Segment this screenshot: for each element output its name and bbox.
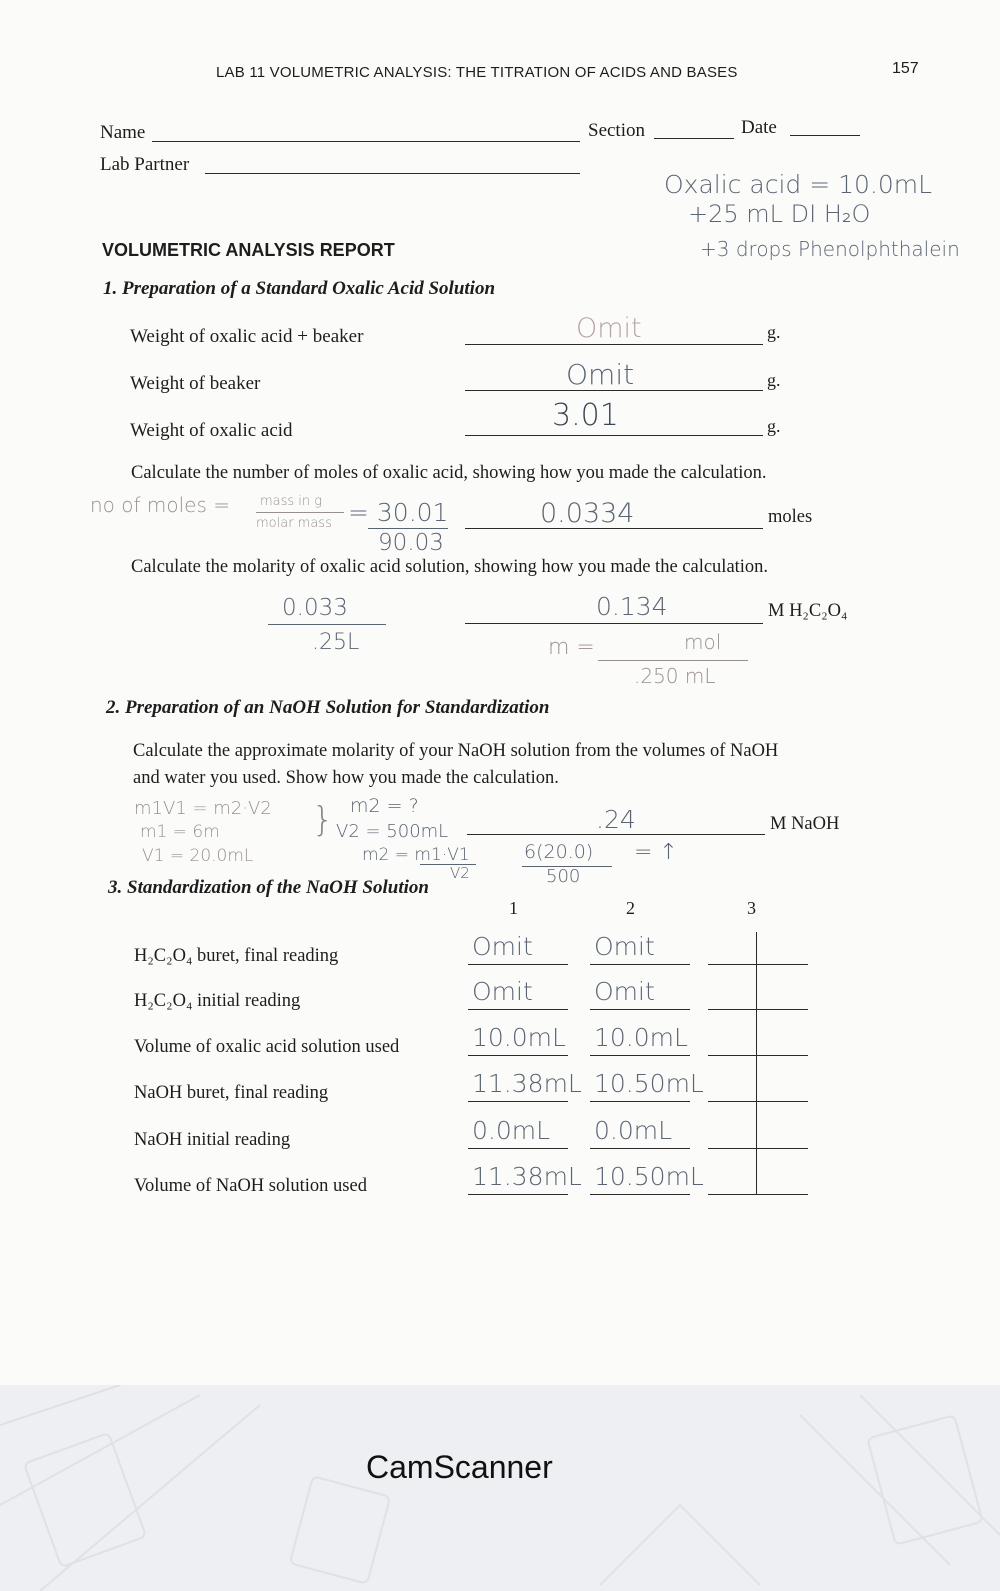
s3-row-label: Volume of oxalic acid solution used [134,1037,400,1057]
s1-row3-line [465,435,763,436]
report-title: VOLUMETRIC ANALYSIS REPORT [102,240,395,260]
naoh-molarity-line [467,834,765,835]
s3-cell-line [708,1194,808,1195]
s3-cell-line [708,1101,808,1102]
s2-work-6: m2 = m1·V1 [362,845,470,865]
col-header-1: 1 [509,898,518,918]
molarity-formula-den: .250 mL [634,664,716,688]
moles-work-bar [256,512,344,513]
s1-row2-unit: g. [767,370,781,390]
partner-label: Lab Partner [100,154,190,175]
s3-cell-line [708,1055,808,1056]
moles-work-den: 90.03 [378,530,444,556]
s3-cell-line [590,1101,690,1102]
name-field[interactable] [152,141,580,142]
page-number: 157 [892,60,919,77]
section2-title: 2. Preparation of an NaOH Solution for Standardization [106,697,550,718]
s3-cell-line [590,964,690,965]
s3-row-label: H₂C₂O₄ initial reading [134,991,301,1011]
s3-cell-line [468,1194,568,1195]
note-line-2: +25 mL DI H₂O [688,200,871,228]
s3-row-label: NaOH initial reading [134,1130,291,1150]
partner-field[interactable] [205,173,580,174]
molarity-prompt: Calculate the molarity of oxalic acid solution, showing how you made the calculation. [131,557,769,577]
note-line-3: +3 drops Phenolphthalein [700,237,960,261]
s2-brace: } [312,800,334,840]
s3-cell-line [468,1009,568,1010]
s3-cell-2: 10.50mL [594,1069,704,1098]
s3-cell-1: Omit [472,977,533,1006]
molarity-formula-m: m = [548,635,595,660]
s3-row-label: H₂C₂O₄ buret, final reading [134,946,339,966]
moles-unit: moles [768,507,813,527]
footer-watermark-icon [0,1385,1000,1591]
s3-cell-2: Omit [594,977,655,1006]
s1-row2-line [465,390,763,391]
section-field[interactable] [654,138,734,139]
s2-work-1: m1V1 = m2·V2 [134,798,272,819]
lab-header: LAB 11 VOLUMETRIC ANALYSIS: THE TITRATION OF ACIDS AND BASES [216,64,738,81]
s3-row-label: Volume of NaOH solution used [134,1176,367,1196]
moles-line [465,528,763,529]
s2-work-3: V1 = 20.0mL [142,846,254,866]
section-label: Section [588,120,645,141]
s3-cell-1: Omit [472,932,533,961]
molarity-formula-bar [598,660,748,661]
s1-row3-value: 3.01 [552,398,619,433]
col-header-2: 2 [626,898,635,918]
molarity-work-num: 0.033 [282,595,348,621]
s3-cell-line [590,1194,690,1195]
section3-title: 3. Standardization of the NaOH Solution [108,877,429,898]
s3-cell-line [708,964,808,965]
s2-work-7-eq: = ↑ [634,840,678,865]
moles-work-frac [368,528,448,529]
s3-cell-line [708,1148,808,1149]
name-label: Name [100,122,146,143]
section1-title: 1. Preparation of a Standard Oxalic Acid Solution [103,278,496,299]
moles-work-num: = 30.01 [348,498,449,527]
s3-cell-line [590,1009,690,1010]
s3-row-label: NaOH buret, final reading [134,1083,329,1103]
s3-cell-line [468,1148,568,1149]
s3-cell-line [468,1055,568,1056]
moles-work-molar: molar mass [256,516,332,531]
s2-work-5: V2 = 500mL [336,821,449,842]
naoh-molarity-unit: M NaOH [770,814,840,834]
s1-row1-line [465,344,763,345]
s1-row1-value: Omit [576,313,642,344]
moles-work-mass: mass in g [260,494,323,509]
s3-cell-line [590,1148,690,1149]
s2-work-7: 6(20.0) [524,841,594,863]
col-header-3: 3 [747,898,756,918]
s3-cell-2: Omit [594,932,655,961]
s3-cell-line [708,1009,808,1010]
s2-work-6-den: V2 [450,864,470,882]
section2-prompt-2: and water you used. Show how you made the calculation. [133,768,559,788]
s1-row3-label: Weight of oxalic acid [130,420,293,441]
scanner-footer [0,1385,1000,1591]
s3-cell-1: 11.38mL [472,1069,582,1098]
molarity-formula-num: mol [684,630,722,654]
date-label: Date [741,117,777,138]
s3-cell-line [590,1055,690,1056]
s1-row3-unit: g. [767,416,781,436]
s2-work-2: m1 = 6m [140,822,220,842]
s1-row2-label: Weight of beaker [130,373,261,394]
s3-cell-1: 10.0mL [472,1023,566,1052]
s3-cell-line [468,1101,568,1102]
s3-cell-line [468,964,568,965]
s3-cell-2: 10.0mL [594,1023,688,1052]
molarity-value: 0.134 [596,592,668,621]
section2-prompt-1: Calculate the approximate molarity of your NaOH solution from the volumes of NaOH [133,741,779,761]
molarity-line [465,623,763,624]
s1-row1-unit: g. [767,322,781,342]
date-field[interactable] [790,135,860,136]
s3-column3-divider [756,932,757,1194]
naoh-molarity-value: .24 [596,805,636,834]
molarity-unit: M H₂C₂O₄ [768,601,848,621]
s3-cell-2: 0.0mL [594,1116,673,1145]
molarity-work-bar [268,624,386,625]
s2-work-7-den: 500 [546,866,581,887]
s1-row2-value: Omit [566,358,635,391]
note-line-1: Oxalic acid = 10.0mL [664,170,933,199]
moles-prompt: Calculate the number of moles of oxalic acid, showing how you made the calculation. [131,463,767,483]
camscanner-brand: CamScanner [366,1449,553,1485]
s2-work-4: m2 = ? [350,795,419,817]
molarity-work-den: .25L [312,630,360,655]
s3-cell-2: 10.50mL [594,1162,704,1191]
s3-cell-1: 0.0mL [472,1116,551,1145]
s1-row1-label: Weight of oxalic acid + beaker [130,326,364,347]
moles-value: 0.0334 [540,498,635,529]
moles-work-label: no of moles = [90,493,231,517]
s3-cell-1: 11.38mL [472,1162,582,1191]
